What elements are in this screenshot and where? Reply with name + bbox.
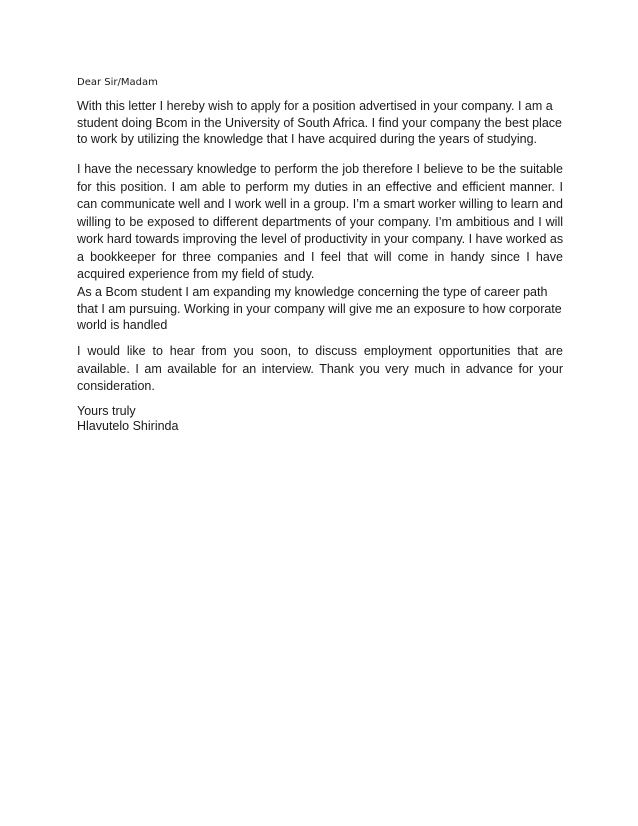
paragraph-line: can communicate well and I work well in a group. I’m a smart worker willing to learn and [77,197,563,211]
paragraph-line: world is handled [77,318,168,332]
paragraph-line: available. I am available for an interview. Thank you very much in advance for your [77,361,563,376]
paragraph-closing-request [77,343,563,396]
paragraph-line: work hard towards improving the level of productivity in your company. I have worked as [77,232,564,246]
paragraph-line: a bookkeeper for three companies and I feel that will come in handy since I have [77,249,563,264]
paragraph-line: for this position. I am able to perform my duties in an effective and efficient manner. I [77,179,563,194]
signature-name: Hlavutelo Shirinda [77,419,179,433]
paragraph-line: I would like to hear from you soon, to discuss employment opportunities that are [77,344,563,358]
paragraph-line: that I am pursuing. Working in your company will give me an exposure to how corporate [77,301,562,316]
paragraph-line: acquired experience from my field of study. [77,267,315,281]
paragraph-qualifications [77,161,563,284]
paragraph-line: willing to be exposed to different departments of your company. I’m ambitious and I will [77,214,563,229]
paragraph-line: With this letter I hereby wish to apply for a position advertised in your company. I am a [77,99,553,113]
paragraph-line: I have the necessary knowledge to perform the job therefore I believe to be the suitable [77,162,563,176]
salutation: Dear Sir/Madam [77,77,158,88]
paragraph-career [77,284,563,334]
paragraph-line: student doing Bcom in the University of South Africa. I find your company the best place [77,115,562,130]
signature-block [77,404,178,434]
paragraph-line: As a Bcom student I am expanding my knowledge concerning the type of career path [77,285,548,299]
paragraph-line: to work by utilizing the knowledge that I have acquired during the years of studying. [77,132,537,146]
paragraph-line: consideration. [77,379,155,393]
paragraph-intro [77,98,563,148]
closing-phrase: Yours truly [77,404,136,418]
